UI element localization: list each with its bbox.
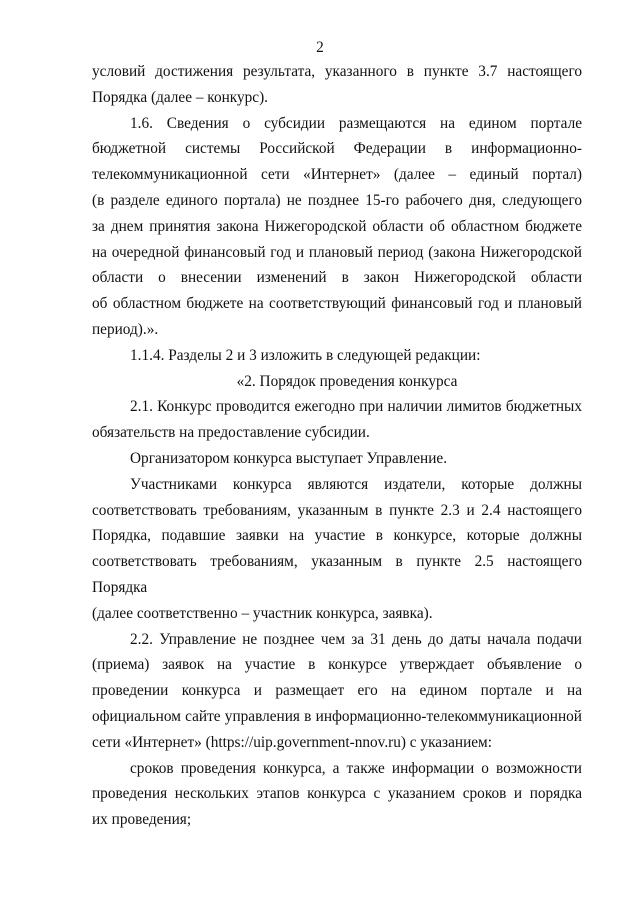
text-line: соответствовать требованиям, указанным в пункте 2.3 и 2.4 настоящего <box>92 501 582 519</box>
text-line: Организатором конкурса выступает Управление. <box>130 449 448 467</box>
page-number: 2 <box>316 39 324 56</box>
text-line: бюджетной системы Российской Федерации в информационно- <box>92 140 582 158</box>
text-line: проведения нескольких этапов конкурса с указанием сроков и порядка <box>92 785 582 803</box>
text-line: период).». <box>92 320 159 338</box>
section-heading: «2. Порядок проведения конкурса <box>236 372 458 390</box>
text-line: Порядка, подавшие заявки на участие в конкурсе, которые должны <box>92 527 582 545</box>
text-line: сроков проведения конкурса, а также информации о возможности <box>130 759 582 777</box>
text-line: 1.1.4. Разделы 2 и 3 изложить в следующей редакции: <box>130 346 481 364</box>
text-line: (далее соответственно – участник конкурса, заявка). <box>92 604 433 622</box>
text-line: области о внесении изменений в закон Нижегородской области <box>92 269 582 287</box>
text-line: Участниками конкурса являются издатели, которые должны <box>130 475 582 493</box>
text-line: 2.1. Конкурс проводится ежегодно при наличии лимитов бюджетных <box>130 398 582 416</box>
text-line: обязательств на предоставление субсидии. <box>92 424 370 442</box>
text-line: проведении конкурса и размещает его на едином портале и на <box>92 682 582 700</box>
text-line: на очередной финансовый год и плановый период (закона Нижегородской <box>92 243 582 261</box>
text-line: условий достижения результата, указанного в пункте 3.7 настоящего <box>92 63 582 80</box>
text-line: 1.6. Сведения о субсидии размещаются на едином портале <box>130 114 582 132</box>
document-body <box>92 59 582 833</box>
text-line: соответствовать требованиям, указанным в пункте 2.5 настоящего Порядка <box>92 553 582 596</box>
text-line: официальном сайте управления в информационно-телекоммуникационной <box>92 707 582 725</box>
text-line: телекоммуникационной сети «Интернет» (далее – единый портал) <box>92 166 582 184</box>
text-line: за днем принятия закона Нижегородской области об областном бюджете <box>92 217 582 235</box>
text-line: сети «Интернет» (https://uip.government-nnov.ru) с указанием: <box>92 733 492 751</box>
text-line: их проведения; <box>92 811 192 829</box>
text-line: (в разделе единого портала) не позднее 15-го рабочего дня, следующего <box>92 191 582 209</box>
text-line: 2.2. Управление не позднее чем за 31 день до даты начала подачи <box>130 630 582 648</box>
text-line: (приема) заявок на участие в конкурсе утверждает объявление о <box>92 656 582 674</box>
text-line: Порядка (далее – конкурс). <box>92 88 268 106</box>
text-line: об областном бюджете на соответствующий финансовый год и плановый <box>92 295 582 313</box>
